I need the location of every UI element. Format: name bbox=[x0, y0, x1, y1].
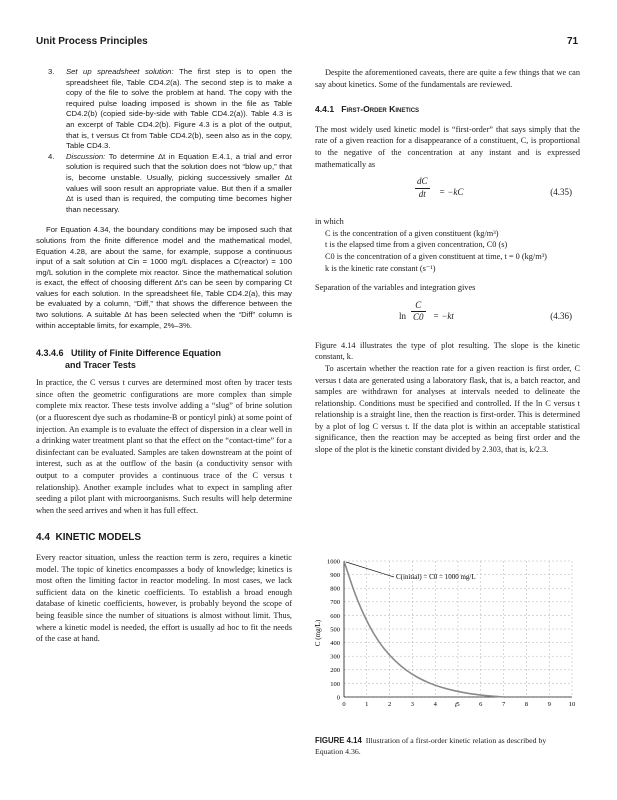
section-number: 4.4.1 bbox=[315, 104, 335, 115]
section-title: Utility of Finite Difference Equation bbox=[71, 348, 222, 359]
chart-grid bbox=[344, 561, 572, 697]
section-title: First-Order Kinetics bbox=[341, 104, 420, 115]
y-tick-label: 200 bbox=[330, 667, 340, 675]
separation-text: Separation of the variables and integration gives bbox=[315, 283, 476, 293]
numerator: dC bbox=[415, 176, 430, 189]
x-tick-label: 3 bbox=[410, 701, 415, 708]
section-number: 4.4 bbox=[36, 532, 50, 544]
section-title: KINETIC MODELS bbox=[55, 532, 142, 544]
list-number: 3. bbox=[48, 67, 55, 76]
x-tick-label: 1 bbox=[365, 701, 369, 708]
y-tick-label: 300 bbox=[330, 653, 340, 661]
section-number: 4.3.4.6 bbox=[36, 348, 64, 359]
x-tick-label: 4 bbox=[433, 701, 437, 708]
definition: C is the concentration of a given constituent (kg/m³) bbox=[325, 228, 499, 238]
y-tick-label: 700 bbox=[330, 599, 340, 607]
equation-4-35 bbox=[315, 176, 580, 210]
denominator: C0 bbox=[413, 312, 424, 323]
section-heading-4346 bbox=[36, 347, 292, 371]
list-item bbox=[36, 152, 292, 216]
section-heading-441 bbox=[315, 104, 580, 116]
ln-symbol: ln bbox=[399, 310, 407, 321]
y-tick-label: 100 bbox=[330, 680, 340, 688]
denominator: dt bbox=[418, 188, 426, 199]
y-tick-label: 800 bbox=[330, 585, 340, 593]
equation-label: (4.35) bbox=[550, 187, 572, 198]
x-tick-label: 2 bbox=[387, 701, 392, 708]
section-heading-44 bbox=[36, 532, 292, 544]
y-tick-labels bbox=[327, 558, 340, 701]
y-tick-label: 600 bbox=[330, 612, 340, 620]
paragraph-intro: Despite the aforementioned caveats, there are quite a few things that we can say about kinetics. Some of the fundamentals are reviewed. bbox=[315, 68, 580, 89]
left-column bbox=[36, 67, 292, 645]
paragraph-boundary: For Equation 4.34, the boundary conditions may be imposed such that solutions from the finite difference model and the mathematical model, Equation 4.28, are about the same, for example, suppose a continuous input of a salt solution at Cin = 1000 mg/L displaces a C(reactor) = 100 mg/L solution in the complete mix reactor. Since the mathematical solution is exact, the effect of choosing different Δt's can be seen by comparing Ct values for each solution. In the spreadsheet file, Table CD4.2(a), this may be evaluated by a column, “Diff,” that shows the difference between the two solutions. A suitable Δt has been selected when the “Diff” column is within acceptable limits, for example, 2%–3%. bbox=[36, 225, 292, 330]
x-tick-label: 0 bbox=[342, 701, 346, 708]
fraction bbox=[415, 176, 430, 200]
y-tick-label: 900 bbox=[330, 572, 340, 579]
y-tick-label: 0 bbox=[336, 694, 340, 702]
definition-list bbox=[315, 228, 580, 274]
list-number: 4. bbox=[48, 151, 55, 161]
equation-4-36 bbox=[315, 300, 580, 334]
paragraph-first-order: The most widely used kinetic model is “first-order” that says simply that the rate of a given reaction for a disappearance of a constituent, C, is proportional to the negative of the concentration at any instant and is expressed mathematically as bbox=[315, 124, 580, 169]
x-tick-labels bbox=[342, 701, 575, 708]
x-tick-label: 6 bbox=[479, 701, 483, 708]
equation-label: (4.36) bbox=[550, 310, 572, 321]
annotation-label: C(initial) = C0 = 1000 mg/L bbox=[396, 573, 476, 581]
figure-caption bbox=[315, 735, 575, 757]
numerator: C bbox=[411, 300, 426, 313]
caption-text: Illustration of a first-order kinetic relation as described by Equation 4.36. bbox=[315, 736, 547, 756]
x-tick-label: 8 bbox=[524, 701, 529, 708]
page-number: 71 bbox=[567, 36, 579, 47]
in-which: in which bbox=[315, 217, 344, 227]
y-axis-label: C (mg/L) bbox=[314, 619, 322, 647]
first-order-chart bbox=[314, 557, 584, 709]
list-text: To determine Δt in Equation E.4.1, a trial and error solution is required such that the solution does not “blow up,” that is, become unstable. Usually, picking successively smaller Δt values will soon result an appropriate value. But then if a smaller Δt is used than is required, the computing time becomes higher than necessary. bbox=[66, 151, 292, 214]
step-list bbox=[36, 67, 292, 215]
list-lead: Discussion: bbox=[66, 151, 106, 161]
right-column bbox=[315, 67, 580, 456]
y-tick-label: 1000 bbox=[327, 558, 340, 566]
paragraph-ascertain: To ascertain whether the reaction rate for a given reaction is first order, C versus t data are generated using a laboratory flask, that is, a batch reactor, and samples are withdrawn for analyses at intervals needed to delineate the relationship. Conditions must be specified and controlled. If the ln C versus t relationship is a straight line, then the reaction is first-order. This is determined by a plot of log C versus t. If the data plot is within an acceptable statistical significance, then the reaction may be accepted as being first order and the slope of the plot is the kinetic constant divided by 2.303, that is, k/2.3. bbox=[315, 363, 580, 455]
list-lead: Set up spreadsheet solution: bbox=[66, 67, 174, 76]
fraction bbox=[411, 300, 426, 324]
definition: C0 is the concentration of a given constituent at time, t = 0 (kg/m³) bbox=[325, 251, 547, 261]
paragraph-tracer: In practice, the C versus t curves are determined most often by tracer tests since often the geometric configurations are more complex than simple complete mix reactor. These tests involve adding a “slug” of brine solution (or a fluorescent dye such as rhodamine-B or ponticyl pink) at some point of injection. An example is to evaluate the effect of dispersion in a clear well in a drinking water treatment plant so that the effect on the “contact-time” for a disinfectant can be evaluated. Samples are taken downstream at the point of interest, such as at the outflow of the basin (a conductivity sensor with output to a computer provides a continuous trace of the C versus t relationship). Another example includes what to expect in sampling after seeding a pilot plant with microorganisms. Such results will help determine when the seed arrives and when it has full effect. bbox=[36, 378, 292, 515]
definition: k is the kinetic rate constant (s⁻¹) bbox=[325, 263, 436, 273]
paragraph-figure-ref: Figure 4.14 illustrates the type of plot resulting. The slope is the kinetic constant, k. bbox=[315, 340, 580, 362]
definition: t is the elapsed time from a given concentration, C0 (s) bbox=[325, 240, 508, 250]
x-tick-label: 9 bbox=[547, 701, 551, 708]
list-item bbox=[36, 67, 292, 152]
equation-rhs: = −kC bbox=[439, 187, 464, 198]
y-tick-label: 500 bbox=[330, 626, 340, 634]
y-tick-label: 400 bbox=[330, 640, 340, 647]
paragraph-kinetic: Every reactor situation, unless the reaction term is zero, requires a kinetic model. The topic of kinetics encompasses a body of knowledge; kinetics is most often the limiting factor in reactor modeling. In most cases, we lack sufficient data on the kinetic coefficients. To establish a broad enough database of kinetic coefficients, however, is probably beyond the scope of being feasible since the number of situations is almost without limit. Thus, where a kinetic model is needed, the effort is usually ad hoc to fit the needs of the case at hand. bbox=[36, 552, 292, 644]
equation-rhs: = −kt bbox=[433, 310, 454, 321]
x-axis-label: t bbox=[455, 701, 457, 709]
list-text: The first step is to open the spreadsheet file, Table CD4.2(a). The second step is to make a copy of the file to solve the problem at hand. The copy with the required pulse loading imposed is shown in the file as Table CD4.2(b) (copied side-by-side with Table CD4.2(a)). Table 4.3 is an excerpt of Table CD4.2(b). Figure 4.3 is a plot of the output, that is, t versus Ct from Table CD4.2(b), seen also as in the copy, Table CD4.3. bbox=[66, 67, 292, 151]
caption-label: FIGURE 4.14 bbox=[315, 736, 362, 745]
x-tick-label: 10 bbox=[568, 701, 576, 708]
x-tick-label: 7 bbox=[501, 701, 506, 708]
decay-curve bbox=[344, 561, 504, 697]
section-title-line2: and Tracer Tests bbox=[65, 360, 136, 371]
x-tick-label: 5 bbox=[456, 701, 460, 708]
running-header: Unit Process Principles bbox=[36, 36, 148, 47]
